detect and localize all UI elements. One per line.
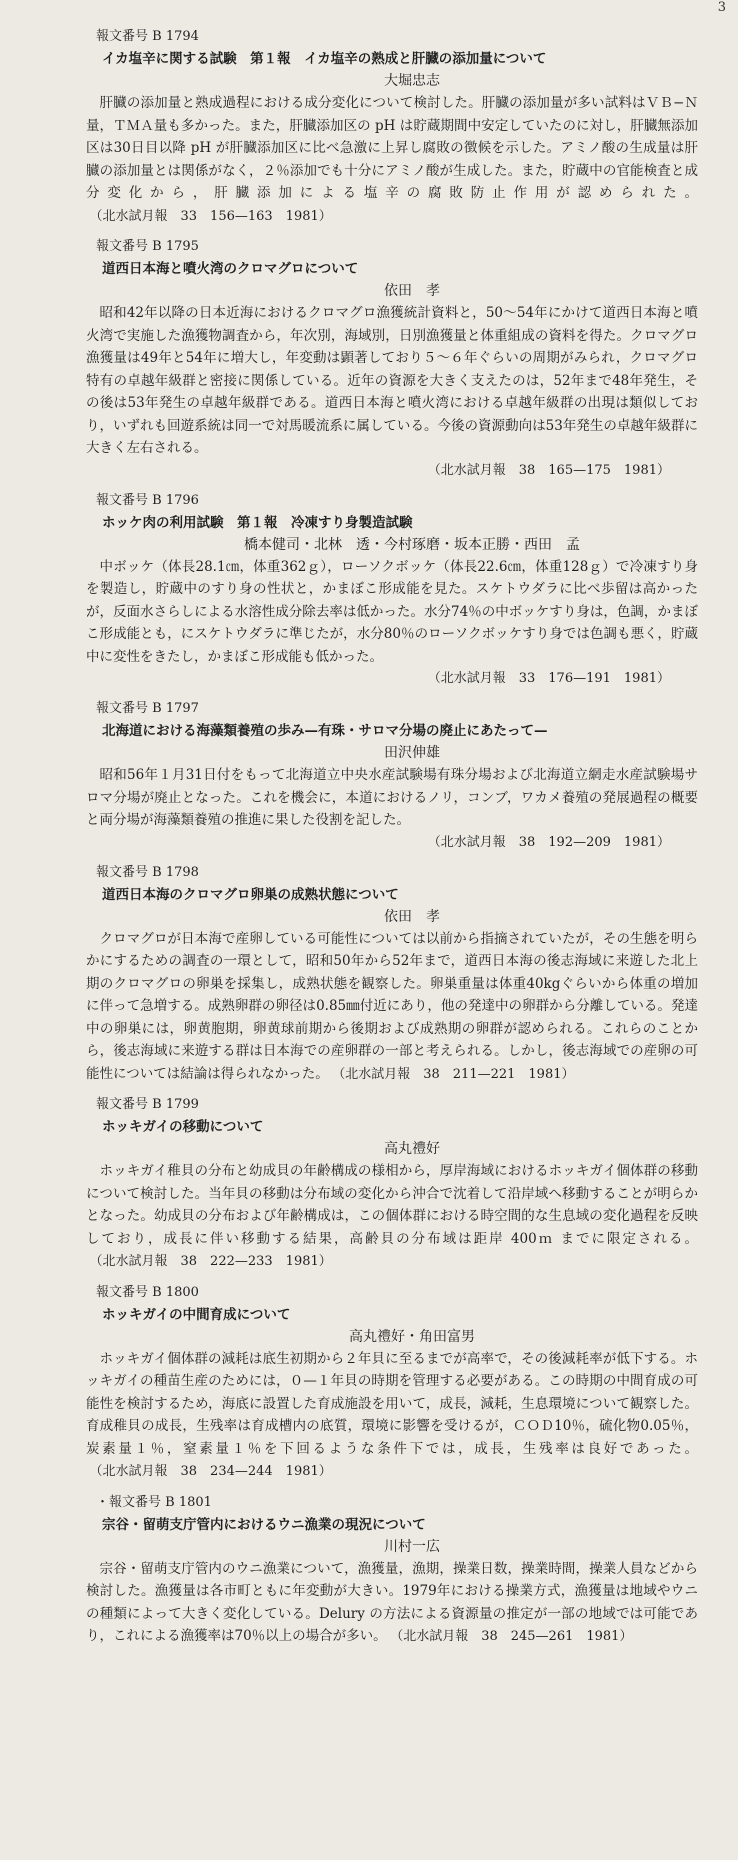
report-source: （北水試月報 38 234—244 1981） [96, 1464, 332, 1479]
report-authors: 高丸禮好 [384, 1141, 440, 1157]
report-number: 報文番号 B 1796 [96, 492, 199, 508]
entry-b1798 [86, 862, 698, 1087]
report-number: ・報文番号 B 1801 [96, 1494, 212, 1510]
report-title: ホッキガイの移動について [102, 1119, 264, 1135]
report-abstract: 中ボッケ（体長28.1㎝，体重362ｇ），ローソクボッケ（体長22.6㎝，体重128ｇ）で冷凍すり身を製造し，貯蔵中のすり身の性状と，かまぼこ形成能を見た。スケトウダラに比べ歩留は高かったが，反面水さらしによる水溶性成分除去率は低かった。水分74％の中ボッケすり身は，色調，かまぼこ形成能とも，にスケトウダラに準じたが，水分80％のローソクボッケすり身では色調も悪く，貯蔵中に変性をきたし，かまぼこ形成能も低かった。 [86, 558, 698, 665]
report-abstract: クロマグロが日本海で産卵している可能性については以前から指摘されていたが，その生態を明らかにするための調査の一環として，昭和50年から52年まで，道西日本海の後志海域に来遊した北上期のクロマグロの卵巣を採集し，成熟状態を観察した。卵巣重量は体重40kgぐらいから体重の増加に伴って急増する。成熟卵群の卵径は0.85㎜付近にあり，他の発達中の卵群から分離している。発達中の卵巣には，卵黄胞期，卵黄球前期から後期および成熟期の卵群が認められる。これらのことから，後志海域に来遊する群は日本海での産卵群の一部と考えられる。しかし，後志海域での産卵の可能性については結論は得られなかった。 （北水試月報 38 211—221 1981） [86, 930, 698, 1082]
report-source: （北水試月報 38 192—209 1981） [427, 834, 670, 850]
entry-b1800 [86, 1282, 698, 1484]
page-number: 3 [717, 0, 726, 15]
report-title: イカ塩辛に関する試験 第１報 イカ塩辛の熟成と肝臓の添加量について [102, 51, 547, 67]
report-source: （北水試月報 38 165—175 1981） [427, 462, 670, 478]
entry-b1801 [86, 1492, 698, 1649]
report-source: （北水試月報 38 245—261 1981） [396, 1629, 633, 1644]
report-abstract: 肝臓の添加量と熟成過程における成分変化について検討した。肝臓の添加量が多い試料はＶＢ−Ｎ量，ＴＭＡ量も多かった。また，肝臓添加区の pH は貯蔵期間中安定していたのに対し，肝臓無添加区は30日目以降 pH が肝臓添加区に比べ急激に上昇し腐敗の徴候を示した。アミノ酸の生成量は肝臓の添加量とは関係がなく，２％添加でも十分にアミノ酸が生成した。また，貯蔵中の官能検査と成分変化から，肝臓添加による塩辛の腐敗防止作用が認められた。（北水試月報 33 156—163 1981） [86, 95, 698, 224]
report-authors: 川村一広 [384, 1538, 440, 1555]
abstract-list [86, 26, 698, 1657]
report-title: 道西日本海のクロマグロ卵巣の成熟状態について [102, 886, 399, 903]
report-abstract: ホッキガイ稚貝の分布と幼成貝の年齢構成の様相から，厚岸海域におけるホッキガイ個体群の移動について検討した。当年貝の移動は分布域の変化から沖合で沈着して沿岸域へ移動することが明らかとなった。幼成貝の分布および年齢構成は，この個体群における時空間的な生息域の変化過程を反映しており，成長に伴い移動する結果，高齢貝の分布域は距岸 400ｍ までに限定される。（北水試月報 38 222—233 1981） [86, 1163, 698, 1269]
report-authors: 田沢伸雄 [384, 745, 440, 761]
entry-b1797 [86, 698, 698, 854]
entry-b1799 [86, 1094, 698, 1274]
entry-b1796 [86, 490, 698, 691]
report-number: 報文番号 B 1799 [96, 1097, 199, 1112]
report-source: （北水試月報 38 211—221 1981） [338, 1066, 575, 1082]
report-number: 報文番号 B 1795 [96, 239, 199, 254]
entry-b1794 [86, 26, 698, 228]
report-number: 報文番号 B 1800 [96, 1284, 199, 1300]
report-authors: 高丸禮好・角田富男 [349, 1328, 475, 1345]
report-title: ホッケ肉の利用試験 第１報 冷凍すり身製造試験 [102, 514, 413, 531]
report-title: 北海道における海藻類養殖の歩み—有珠・サロマ分場の廃止にあたって— [102, 723, 548, 739]
report-title: 宗谷・留萌支庁管内におけるウニ漁業の現況について [102, 1516, 426, 1533]
report-number: 報文番号 B 1794 [96, 29, 199, 44]
report-source: （北水試月報 33 176—191 1981） [427, 671, 670, 686]
report-abstract: 昭和42年以降の日本近海におけるクロマグロ漁獲統計資料と，50〜54年にかけて道西日本海と噴火湾で実施した漁獲物調査から，年次別，海域別，日別漁獲量と体重組成の資料を得た。クロマグロ漁獲量は49年と54年に増大し，年変動は顕著しており５〜６年ぐらいの周期がみられ，クロマグロ特有の卓越年級群と密接に関係している。近年の資源を大きく支えたのは，52年まで48年発生，その後は53年発生の卓越年級群である。道西日本海と噴火湾における卓越年級群の出現は類似しており，いずれも回遊系統は同一で対馬暖流系に属している。今後の資源動向は53年発生の卓越年級群に大きく左右される。 [86, 305, 698, 456]
report-authors: 大堀忠志 [384, 73, 440, 89]
entry-b1795 [86, 236, 698, 482]
report-source: （北水試月報 38 222—233 1981） [96, 1254, 332, 1269]
report-abstract: ホッキガイ個体群の減耗は底生初期から２年貝に至るまでが高率で，その後減耗率が低下する。ホッキガイの種苗生産のためには，０—１年貝の時期を管理する必要がある。この時期の中間育成の可能性を検討するため，海底に設置した育成施設を用いて，成長，減耗，生息環境について観察した。育成稚貝の成長，生残率は育成槽内の底質，環境に影響を受けるが，ＣＯＤ10％，硫化物0.05％，炭素量１％，窒素量１％を下回るような条件下では，成長，生残率は良好であった。（北水試月報 38 234—244 1981） [86, 1350, 698, 1479]
report-title: ホッキガイの中間育成について [102, 1306, 291, 1323]
report-number: 報文番号 B 1798 [96, 864, 199, 880]
report-title: 道西日本海と噴火湾のクロマグロについて [102, 261, 359, 277]
report-abstract: 昭和56年１月31日付をもって北海道立中央水産試験場有珠分場および北海道立網走水産試験場サロマ分場が廃止となった。これを機会に，本道におけるノリ，コンブ，ワカメ養殖の発展過程の概要と両分場が海藻類養殖の推進に果した役割を記した。 [86, 767, 698, 828]
report-abstract: 宗谷・留萌支庁管内のウニ漁業について，漁獲量，漁期，操業日数，操業時間，操業人員などから検討した。漁獲量は各市町ともに年変動が大きい。1979年における操業方式，漁獲量は地域やウニの種類によって大きく変化している。Delury の方法による資源量の推定が一部の地域では可能であり，これによる漁獲率は70％以上の場合が多い。 （北水試月報 38 245—261 1981） [86, 1560, 698, 1644]
report-authors: 依田 孝 [384, 283, 440, 299]
report-number: 報文番号 B 1797 [96, 701, 199, 716]
report-source: （北水試月報 33 156—163 1981） [96, 208, 332, 224]
report-authors: 橋本健司・北林 透・今村琢磨・坂本正勝・西田 孟 [244, 536, 580, 553]
report-authors: 依田 孝 [384, 908, 440, 925]
